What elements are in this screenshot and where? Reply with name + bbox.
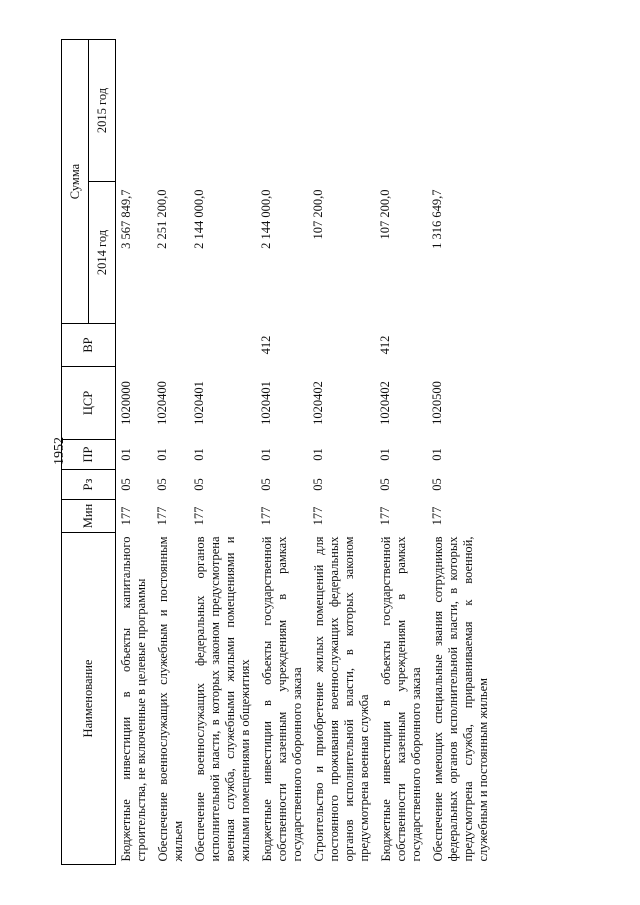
row-name: Обеспечение военнослужащих служебным и постоянным жильем: [156, 536, 185, 862]
row-sum-2014: 107 200,0: [311, 189, 325, 240]
header-sum: Сумма: [62, 40, 89, 324]
row-csr: 1020402: [311, 381, 325, 425]
table-row: [428, 40, 495, 865]
header-year-2015: 2015 год: [89, 40, 116, 182]
table-row: [153, 40, 190, 865]
row-sum-2014: 2 251 200,0: [155, 189, 169, 249]
row-sum-2015: [153, 40, 190, 182]
row-rz: 05: [259, 478, 273, 491]
row-sum-2014: 1 316 649,7: [430, 189, 444, 249]
row-pr: 01: [192, 448, 206, 461]
row-rz: 05: [378, 478, 392, 491]
row-sum-2014: 3 567 849,7: [119, 189, 133, 249]
row-pr: 01: [311, 448, 325, 461]
row-vr: [309, 324, 376, 367]
header-name: Наименование: [62, 533, 116, 865]
table-row: [376, 40, 428, 865]
row-csr: 1020401: [259, 381, 273, 425]
row-sum-2015: [257, 40, 309, 182]
row-rz: 05: [192, 478, 206, 491]
row-vr: 412: [378, 335, 392, 355]
row-pr: 01: [430, 448, 444, 461]
row-sum-2015: [428, 40, 495, 182]
table-row: [116, 40, 154, 865]
row-name: Бюджетные инвестиции в объекты государственной собственности казенным учреждениям в рамках государственного оборонного заказа: [379, 536, 423, 862]
row-sum-2014: 107 200,0: [378, 189, 392, 240]
row-rz: 05: [430, 478, 444, 491]
row-csr: 1020000: [119, 381, 133, 425]
row-sum-2014: 2 144 000,0: [259, 189, 273, 249]
row-pr: 01: [259, 448, 273, 461]
table-row: [309, 40, 376, 865]
row-vr: [153, 324, 190, 367]
header-min: Мин: [62, 500, 116, 533]
header-csr: ЦСР: [62, 367, 116, 440]
row-rz: 05: [119, 478, 133, 491]
row-pr: 01: [155, 448, 169, 461]
row-rz: 05: [311, 478, 325, 491]
row-rz: 05: [155, 478, 169, 491]
row-min: 177: [119, 506, 133, 526]
row-min: 177: [311, 506, 325, 526]
row-name: Бюджетные инвестиции в объекты государственной собственности казенным учреждениям в рамках государственного оборонного заказа: [260, 536, 304, 862]
page-number: 1952: [52, 437, 67, 465]
budget-table: [61, 39, 495, 865]
table-row: [190, 40, 257, 865]
header-pr: ПР: [62, 440, 116, 470]
row-sum-2015: [309, 40, 376, 182]
row-vr: [428, 324, 495, 367]
row-vr: [190, 324, 257, 367]
row-min: 177: [378, 506, 392, 526]
row-sum-2014: 2 144 000,0: [192, 189, 206, 249]
row-vr: [116, 324, 154, 367]
row-min: 177: [259, 506, 273, 526]
header-row-1: [62, 40, 89, 865]
header-vr: ВР: [62, 324, 116, 367]
row-csr: 1020401: [192, 381, 206, 425]
rotated-page-content: [61, 40, 607, 865]
row-sum-2015: [190, 40, 257, 182]
row-pr: 01: [378, 448, 392, 461]
row-sum-2015: [376, 40, 428, 182]
row-name: Обеспечение имеющих специальные звания сотрудников федеральных органов исполнительной власти, в которых предусмотрена служба, приравниваемая к военной, служебным и постоянным жильем: [431, 536, 490, 862]
row-name: Бюджетные инвестиции в объекты капитального строительства, не включенные в целевые программы: [119, 536, 148, 862]
row-csr: 1020402: [378, 381, 392, 425]
row-min: 177: [155, 506, 169, 526]
row-csr: 1020400: [155, 381, 169, 425]
header-year-2014: 2014 год: [89, 182, 116, 324]
row-min: 177: [430, 506, 444, 526]
row-sum-2015: [116, 40, 154, 182]
row-min: 177: [192, 506, 206, 526]
header-rz: Рз: [62, 470, 116, 500]
row-name: Строительство и приобретение жилых помещений для постоянного проживания военнослужащих федеральных органов исполнительной власти, в которых законом предусмотрена военная служба: [312, 536, 371, 862]
row-vr: 412: [259, 335, 273, 355]
row-csr: 1020500: [430, 381, 444, 425]
row-pr: 01: [119, 448, 133, 461]
row-name: Обеспечение военнослужащих федеральных органов исполнительной власти, в которых законом предусмотрена военная служба, служебными жилыми помещениями и жилыми помещениями в общежитиях: [193, 536, 252, 862]
table-row: [257, 40, 309, 865]
